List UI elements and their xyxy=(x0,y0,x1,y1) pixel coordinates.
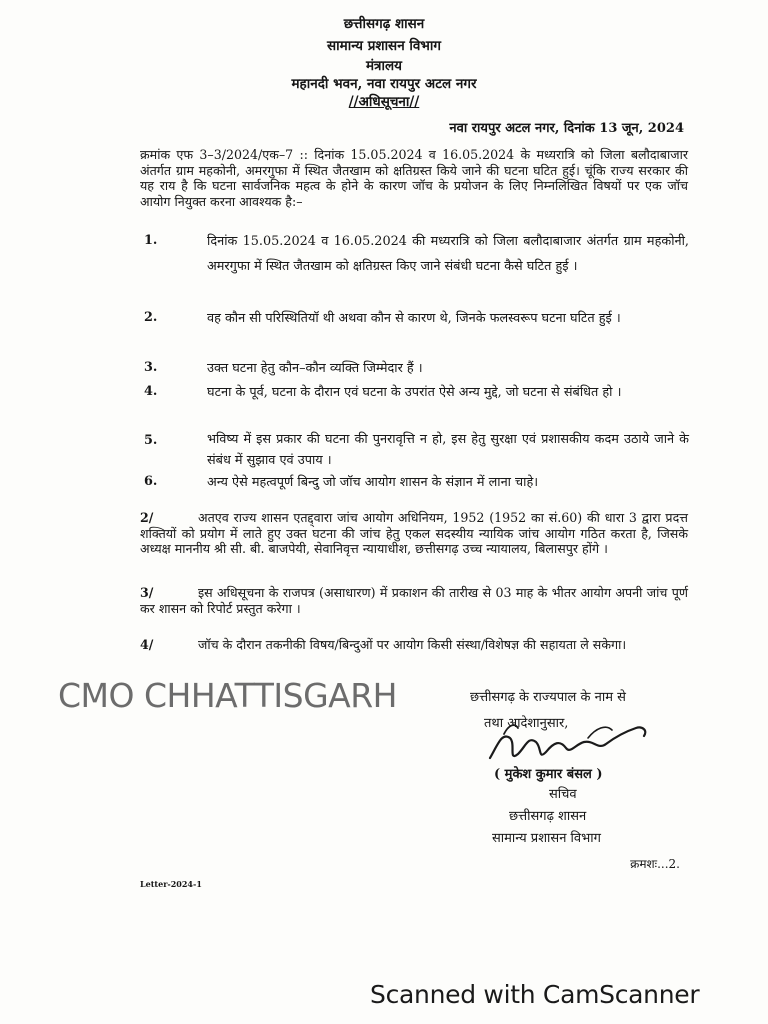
header-govt: छत्तीसगढ़ शासन xyxy=(343,16,425,32)
item-text: वह कौन सी परिस्थितियॉ थी अथवा कौन से कारण थे, जिनके फलस्वरूप घटना घटित हुई । xyxy=(207,311,621,326)
paragraph-text: जॉच के दौरान तकनीकी विषय/बिन्दुओं पर आयोग किसी संस्था/विशेषज्ञ की सहायता ले सकेगा। xyxy=(198,637,627,652)
signatory-department: सामान्य प्रशासन विभाग xyxy=(492,831,601,846)
signature-order-line: तथा आदेशानुसार, xyxy=(484,716,569,731)
item-number: 4. xyxy=(144,384,158,399)
item-text: भविष्य में इस प्रकार की घटना की पुनरावृत्ति न हो, इस हेतु सुरक्षा एवं प्रशासकीय कदम उठाये जाने के संबंध में सुझाव एवं उपाय । xyxy=(207,432,689,468)
paragraph-number: 2/ xyxy=(140,510,154,525)
paragraph-2 xyxy=(140,510,688,557)
header-ministry: मंत्रालय xyxy=(365,58,402,74)
header-department: सामान्य प्रशासन विभाग xyxy=(327,38,441,54)
date-line: नवा रायपुर अटल नगर, दिनांक 13 जून, 2024 xyxy=(449,121,684,136)
scanner-watermark: Scanned with CamScanner xyxy=(370,980,700,1009)
signatory-govt: छत्तीसगढ़ शासन xyxy=(509,809,587,824)
header-notification: //अधिसूचना// xyxy=(348,94,420,110)
item-text: घटना के पूर्व, घटना के दौरान एवं घटना के उपरांत ऐसे अन्य मुद्दे, जो घटना से संबंधित हो । xyxy=(207,385,622,400)
paragraph-3 xyxy=(140,585,688,616)
item-text: अन्य ऐसे महत्वपूर्ण बिन्दु जो जॉच आयोग शासन के संज्ञान में लाना चाहे। xyxy=(207,475,539,490)
paragraph-text: अतएव राज्य शासन एतद्द्वारा जांच आयोग अधिनियम, 1952 (1952 का सं.60) की धारा 3 द्वारा प्रदत्त शक्तियों को प्रयोग में लाते हुए उक्त घटना की जांच हेतु एकल सदस्यीय न्यायिक जांच आयोग गठित करता है, जिसके अध्यक्ष माननीय श्री सी. बी. बाजपेयी, सेवानिवृत्त न्यायाधीश, छत्तीसगढ़ उच्च न्यायालय, बिलासपुर होंगे । xyxy=(140,510,688,556)
paragraph-number: 4/ xyxy=(140,637,154,652)
footer-code: Letter-2024-1 xyxy=(140,879,202,889)
signatory-name: ( मुकेश कुमार बंसल ) xyxy=(494,767,603,782)
continued-marker: क्रमशः...2. xyxy=(630,857,680,871)
signatory-designation: सचिव xyxy=(549,787,577,802)
item-number: 3. xyxy=(144,360,158,375)
header-address: महानदी भवन, नवा रायपुर अटल नगर xyxy=(291,76,477,92)
item-number: 6. xyxy=(144,474,158,489)
cmo-watermark: CMO CHHATTISGARH xyxy=(58,676,397,715)
paragraph-4 xyxy=(140,637,688,653)
item-number: 1. xyxy=(144,233,158,248)
item-number: 2. xyxy=(144,310,158,325)
intro-paragraph: क्रमांक एफ 3–3/2024/एक–7 :: दिनांक 15.05.2024 व 16.05.2024 के मध्यरात्रि को जिला बलौदाबाजार अंतर्गत ग्राम महकोनी, अमरगुफा में स्थित जैतखाम को क्षतिग्रस्त किये जाने की घटना घटित हुई। चूंकि राज्य सरकार की यह राय है कि घटना सार्वजनिक महत्व के होने के कारण जॉच के प्रयोजन के लिए निम्नलिखित विषयों पर एक जॉच आयोग नियुक्त करना आवश्यक है:– xyxy=(140,147,688,209)
item-text: उक्त घटना हेतु कौन–कौन व्यक्ति जिम्मेदार हैं । xyxy=(207,361,423,376)
signature-authority-line: छत्तीसगढ़ के राज्यपाल के नाम से xyxy=(470,690,626,705)
item-text: दिनांक 15.05.2024 व 16.05.2024 की मध्यरात्रि को जिला बलौदाबाजार अंतर्गत ग्राम महकोनी, अमरगुफा में स्थित जैतखाम को क्षतिग्रस्त किए जाने संबंधी घटना कैसे घटित हुई । xyxy=(207,234,689,274)
item-number: 5. xyxy=(144,433,158,448)
paragraph-number: 3/ xyxy=(140,585,154,600)
paragraph-text: इस अधिसूचना के राजपत्र (असाधारण) में प्रकाशन की तारीख से 03 माह के भीतर आयोग अपनी जांच पूर्ण कर शासन को रिपोर्ट प्रस्तुत करेगा । xyxy=(140,585,688,616)
